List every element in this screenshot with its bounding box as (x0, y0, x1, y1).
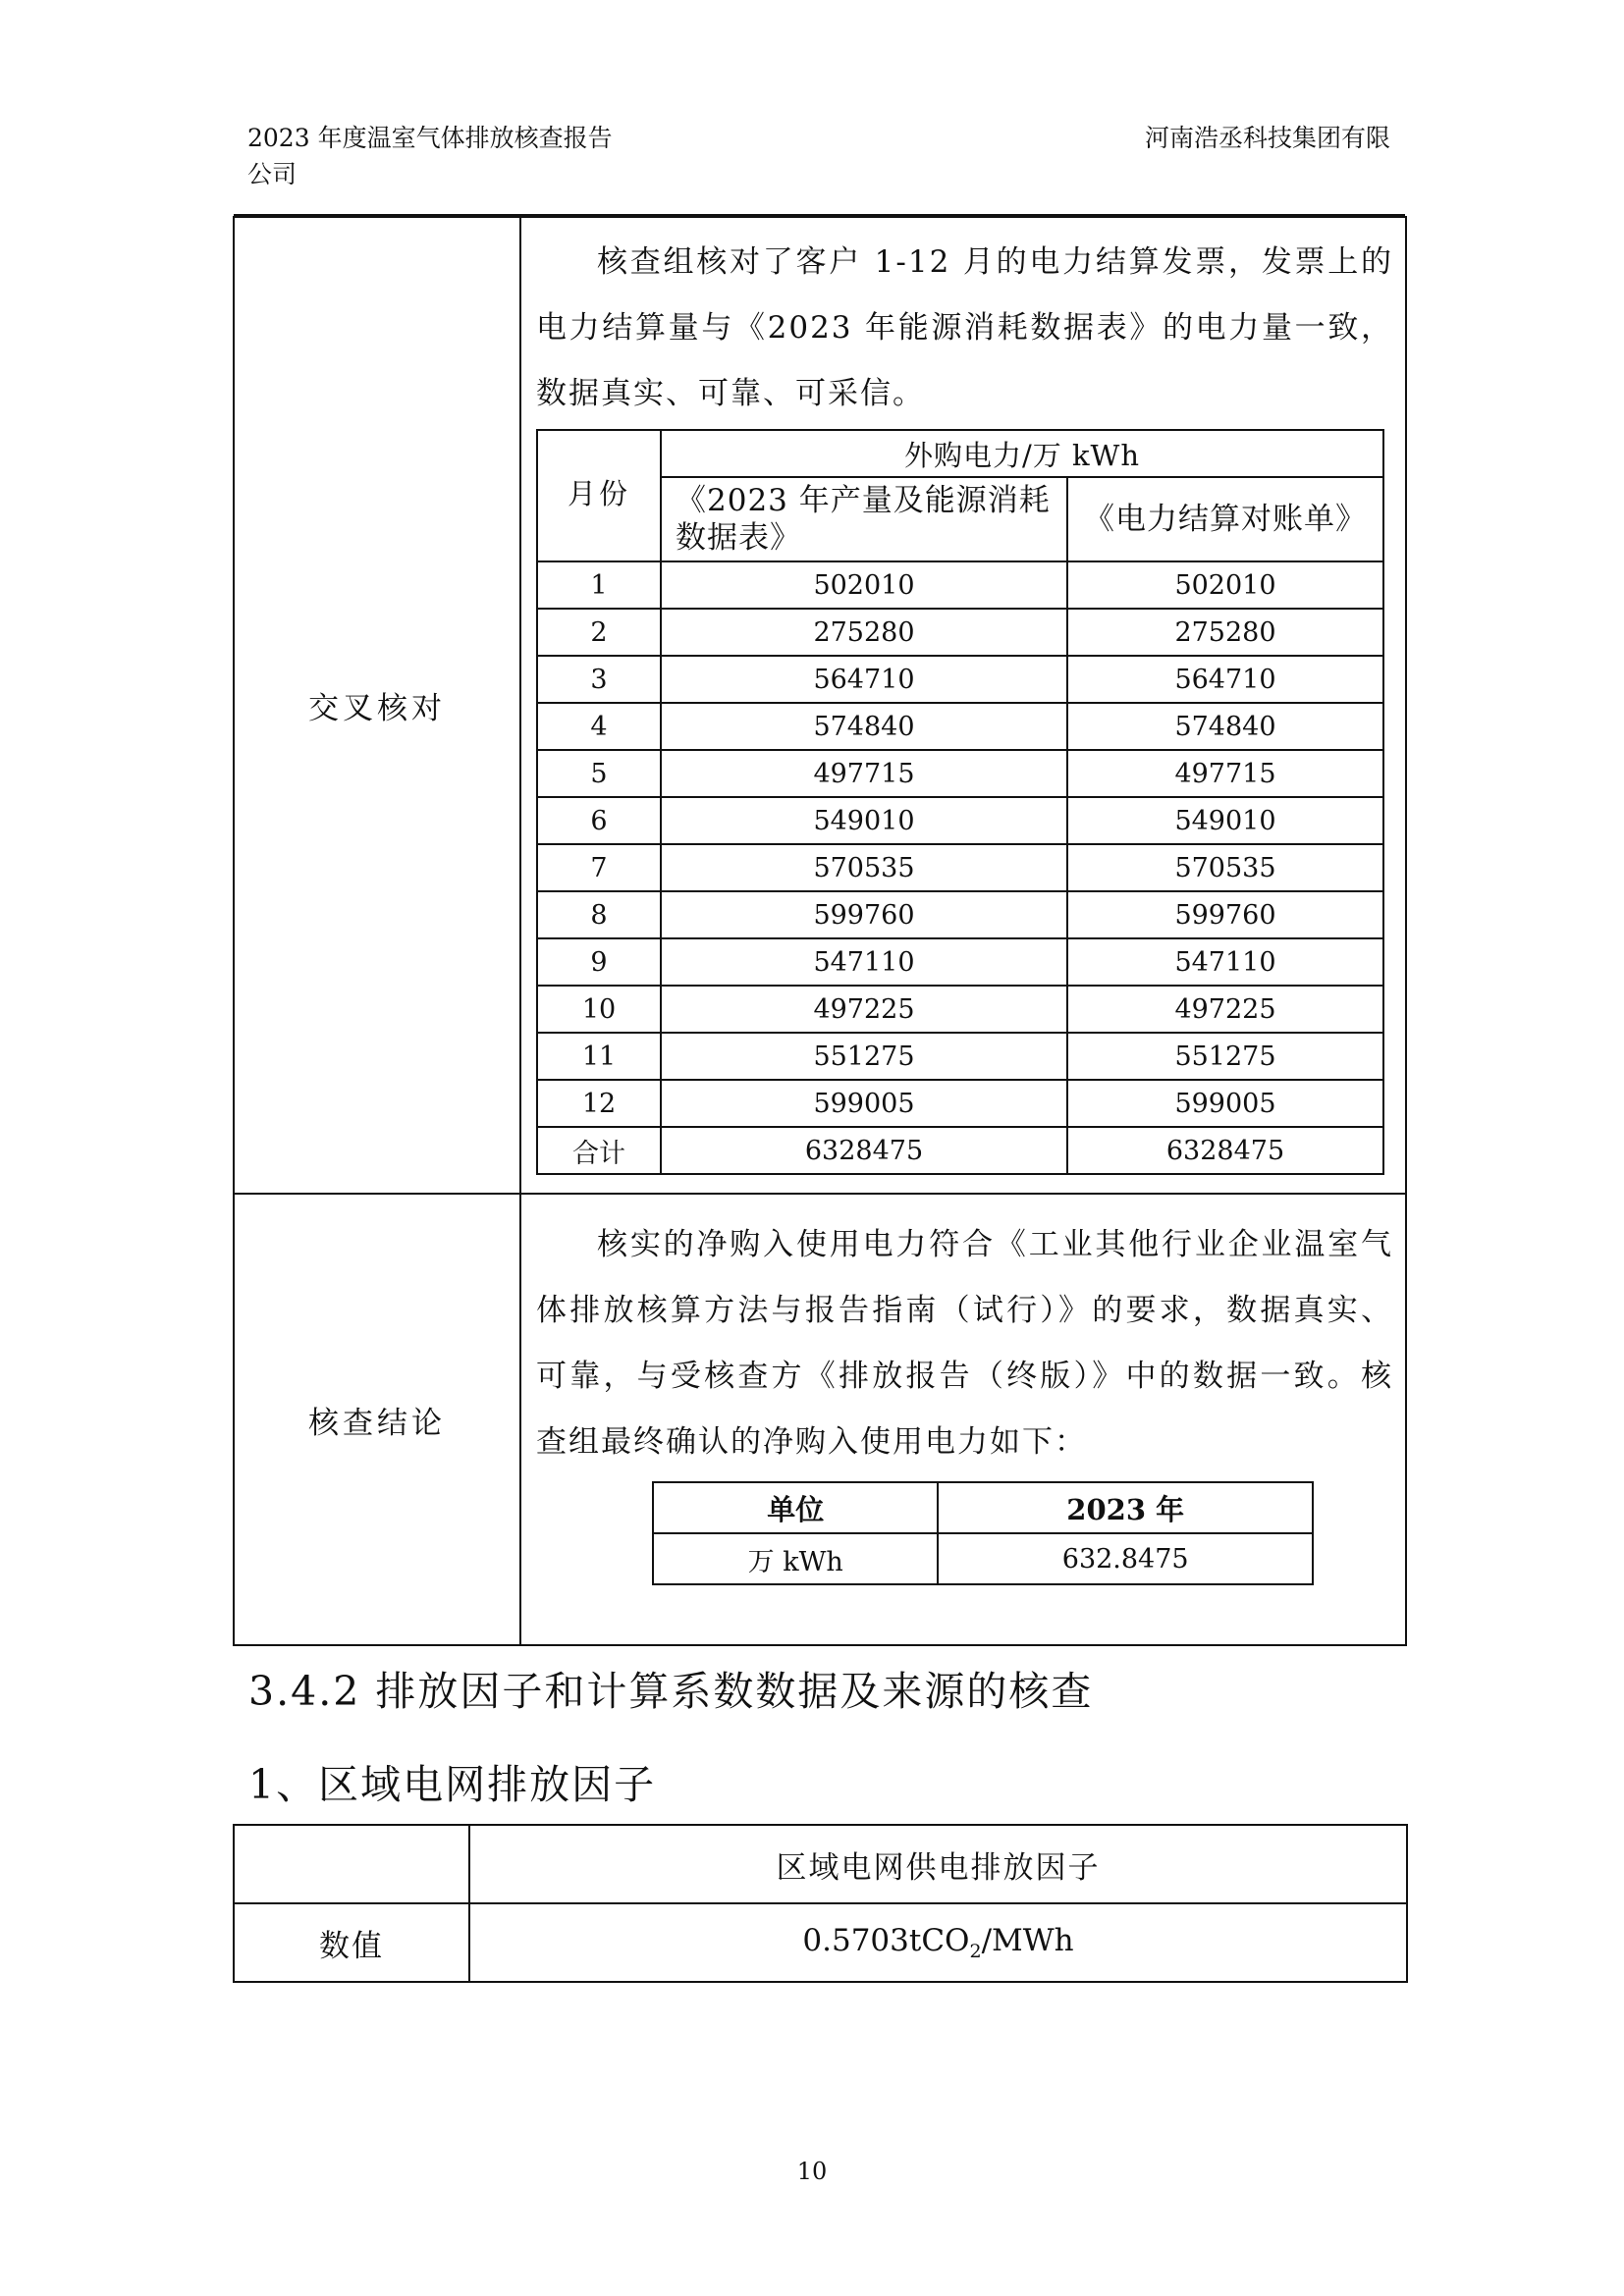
confirmed-power-value-row (653, 1533, 1313, 1584)
settlement-value-cell: 275280 (1067, 609, 1383, 656)
settlement-value-cell: 599005 (1067, 1080, 1383, 1127)
factor-value (469, 1903, 1407, 1982)
emission-factor-table (233, 1824, 1408, 1983)
header-company-name: 河南浩丞科技集团有限 (1144, 124, 1390, 152)
table-row (537, 1080, 1383, 1127)
page-number: 10 (796, 2158, 828, 2185)
energy-data-value-cell: 599005 (661, 1080, 1067, 1127)
verification-table (233, 216, 1407, 1646)
energy-data-value-cell: 599760 (661, 891, 1067, 938)
conclusion-content (520, 1194, 1406, 1645)
month-column-header: 月份 (537, 430, 661, 561)
settlement-value-cell: 497715 (1067, 750, 1383, 797)
table-row (537, 656, 1383, 703)
table-row (537, 797, 1383, 844)
conclusion-row (234, 1194, 1406, 1645)
header-company-suffix: 公司 (247, 160, 298, 188)
conclusion-label: 核查结论 (234, 1194, 520, 1645)
cross-check-label: 交叉核对 (234, 217, 520, 1194)
factor-value-suffix: /MWh (981, 1922, 1074, 1958)
table-row (537, 609, 1383, 656)
energy-data-value-cell: 570535 (661, 844, 1067, 891)
energy-data-value-cell: 6328475 (661, 1127, 1067, 1174)
month-cell: 1 (537, 561, 661, 609)
unit-value: 万 kWh (653, 1533, 938, 1584)
table-row (537, 986, 1383, 1033)
electricity-comparison-table (536, 429, 1384, 1175)
comparison-subheader-row (537, 477, 1383, 561)
month-cell: 7 (537, 844, 661, 891)
energy-data-value-cell: 574840 (661, 703, 1067, 750)
factor-value-row (234, 1903, 1407, 1982)
factor-column-header: 区域电网供电排放因子 (469, 1825, 1407, 1903)
settlement-value-cell: 6328475 (1067, 1127, 1383, 1174)
factor-value-subscript: 2 (969, 1941, 982, 1963)
header-report-title: 2023 年度温室气体排放核查报告 (247, 124, 613, 152)
table-row (537, 1127, 1383, 1174)
factor-value-prefix: 0.5703tCO (802, 1922, 970, 1958)
month-cell: 9 (537, 938, 661, 986)
table-row (537, 844, 1383, 891)
settlement-value-cell: 570535 (1067, 844, 1383, 891)
month-cell: 6 (537, 797, 661, 844)
energy-data-value-cell: 497225 (661, 986, 1067, 1033)
energy-data-value-cell: 547110 (661, 938, 1067, 986)
table-row (537, 1033, 1383, 1080)
settlement-value-cell: 574840 (1067, 703, 1383, 750)
header-left (247, 120, 613, 192)
energy-data-value-cell: 275280 (661, 609, 1067, 656)
settlement-value-cell: 564710 (1067, 656, 1383, 703)
cross-check-paragraph: 核查组核对了客户 1-12 月的电力结算发票，发票上的电力结算量与《2023 年能源消耗数据表》的电力量一致，数据真实、可靠、可采信。 (536, 244, 1393, 411)
energy-data-value-cell: 549010 (661, 797, 1067, 844)
month-cell: 5 (537, 750, 661, 797)
table-row (537, 938, 1383, 986)
table-row (537, 750, 1383, 797)
settlement-statement-header: 《电力结算对账单》 (1067, 477, 1383, 561)
table-row (537, 561, 1383, 609)
table-row (537, 703, 1383, 750)
month-cell: 2 (537, 609, 661, 656)
month-cell: 10 (537, 986, 661, 1033)
purchased-power-header: 外购电力/万 kWh (661, 430, 1383, 477)
cross-check-content (520, 217, 1406, 1194)
settlement-value-cell: 497225 (1067, 986, 1383, 1033)
cross-check-row (234, 217, 1406, 1194)
energy-data-value-cell: 564710 (661, 656, 1067, 703)
month-cell: 11 (537, 1033, 661, 1080)
energy-data-value-cell: 497715 (661, 750, 1067, 797)
settlement-value-cell: 599760 (1067, 891, 1383, 938)
section-heading: 3.4.2 排放因子和计算系数数据及来源的核查 (248, 1668, 1094, 1715)
confirmed-power-table (652, 1481, 1314, 1585)
power-value: 632.8475 (938, 1533, 1313, 1584)
month-cell: 3 (537, 656, 661, 703)
settlement-value-cell: 549010 (1067, 797, 1383, 844)
month-cell: 合计 (537, 1127, 661, 1174)
settlement-value-cell: 551275 (1067, 1033, 1383, 1080)
energy-data-sheet-header: 《2023 年产量及能源消耗数据表》 (661, 477, 1067, 561)
comparison-header-row (537, 430, 1383, 477)
factor-blank-cell (234, 1825, 469, 1903)
month-cell: 12 (537, 1080, 661, 1127)
table-row (537, 891, 1383, 938)
subsection-heading: 1、区域电网排放因子 (248, 1761, 657, 1808)
factor-row-label: 数值 (234, 1903, 469, 1982)
month-cell: 4 (537, 703, 661, 750)
conclusion-paragraph: 核实的净购入使用电力符合《工业其他行业企业温室气体排放核算方法与报告指南（试行）》的要求，数据真实、可靠，与受核查方《排放报告（终版）》中的数据一致。核查组最终确认的净购入使用电力如下： (536, 1227, 1393, 1460)
energy-data-value-cell: 502010 (661, 561, 1067, 609)
energy-data-value-cell: 551275 (661, 1033, 1067, 1080)
confirmed-power-header-row (653, 1482, 1313, 1533)
settlement-value-cell: 547110 (1067, 938, 1383, 986)
month-cell: 8 (537, 891, 661, 938)
unit-header: 单位 (653, 1482, 938, 1533)
settlement-value-cell: 502010 (1067, 561, 1383, 609)
year-header: 2023 年 (938, 1482, 1313, 1533)
factor-header-row (234, 1825, 1407, 1903)
